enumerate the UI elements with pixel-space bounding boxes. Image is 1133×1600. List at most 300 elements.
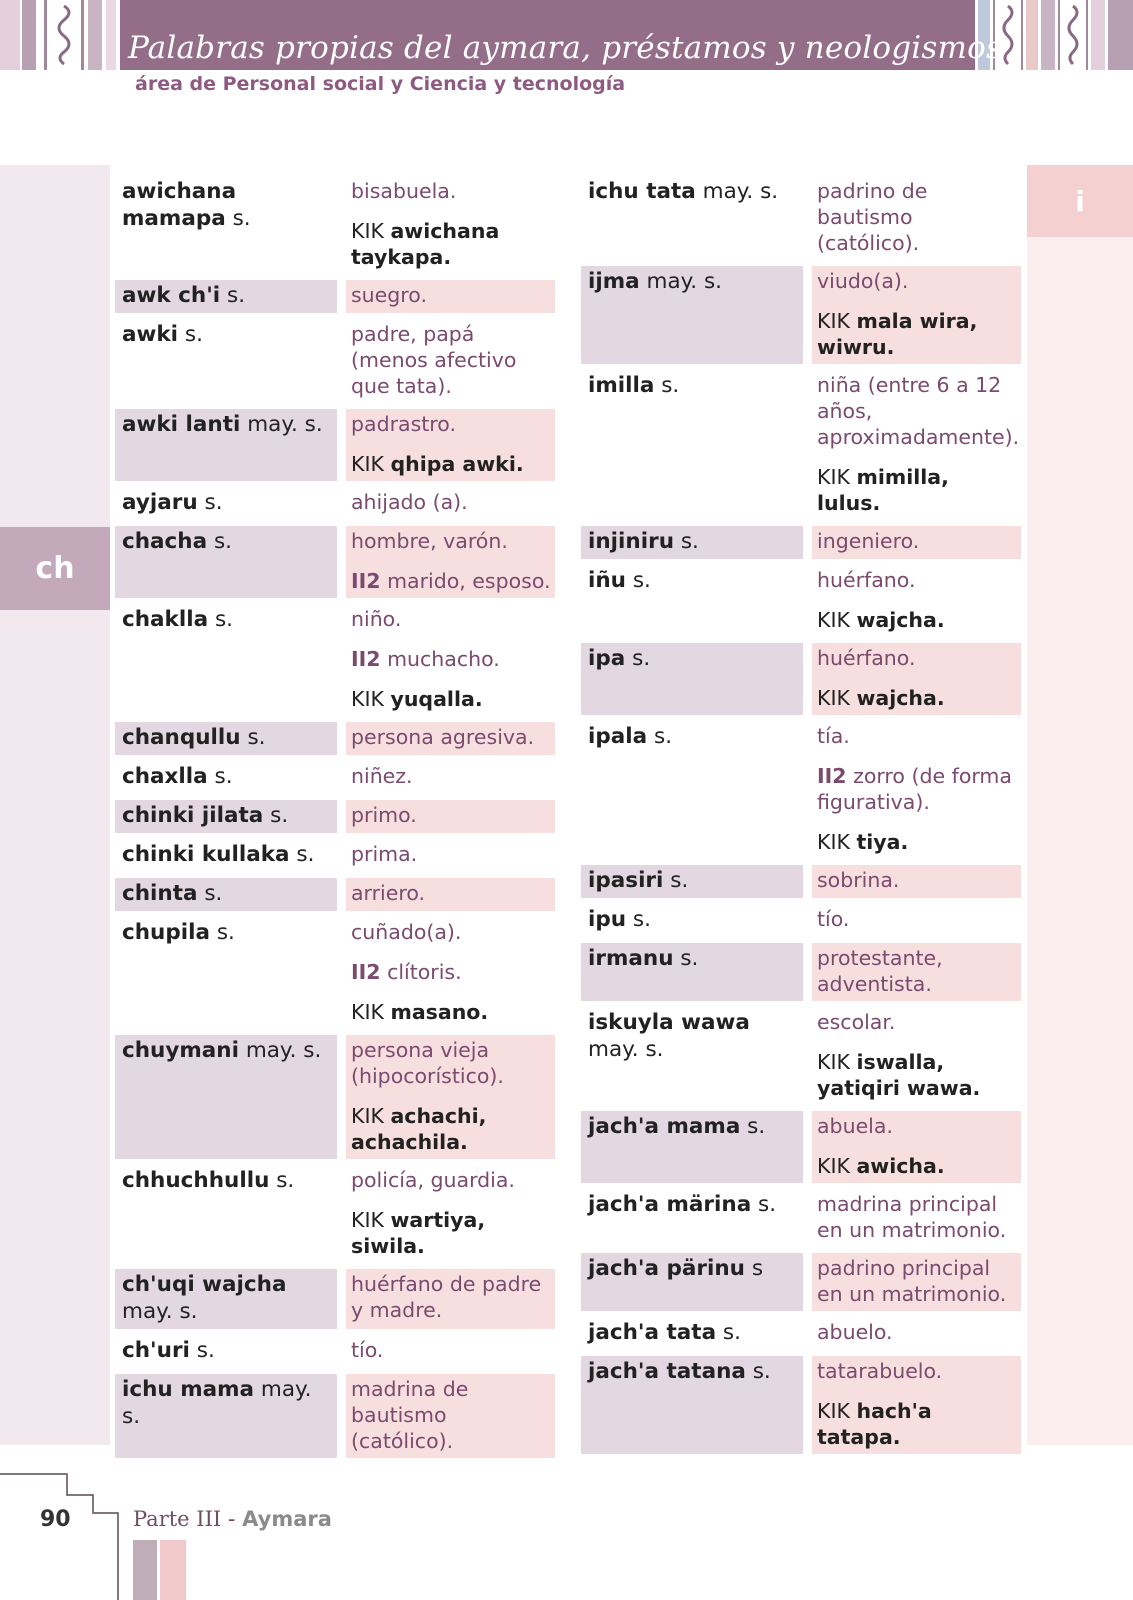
page-subtitle: área de Personal social y Ciencia y tecnología <box>135 73 626 95</box>
definition <box>817 1153 1017 1179</box>
definition <box>817 1191 1017 1243</box>
entry-term <box>581 370 803 520</box>
glossary-entry <box>115 1374 556 1458</box>
entry-term <box>581 865 803 898</box>
part-of-speech: s. <box>680 946 699 971</box>
part-of-speech: s. <box>276 1168 295 1193</box>
definition-text: niñez. <box>351 764 413 788</box>
entry-term <box>115 604 337 716</box>
definition <box>351 959 551 985</box>
entry-definitions <box>346 1165 555 1263</box>
definition <box>351 606 551 632</box>
footer-bar <box>160 1540 186 1600</box>
entry-term <box>115 878 337 911</box>
glossary-entry <box>581 865 1022 898</box>
entry-definitions <box>812 1111 1021 1183</box>
right-margin-band <box>1027 165 1133 1445</box>
definition <box>817 268 1017 294</box>
definition-text: prima. <box>351 842 418 866</box>
section-tab-i: i <box>1027 165 1133 237</box>
glossary-entry <box>115 526 556 598</box>
page-number: 90 <box>40 1507 71 1532</box>
definition <box>351 724 551 750</box>
entry-definitions <box>346 917 555 1029</box>
definition <box>817 1255 1017 1307</box>
part-of-speech: s. <box>670 868 689 893</box>
definition-text: viudo(a). <box>817 269 909 293</box>
entry-term <box>581 1111 803 1183</box>
part-of-speech: may. s. <box>646 269 722 294</box>
definition-text: yuqalla. <box>390 687 483 711</box>
definition <box>351 568 551 594</box>
glossary-entry <box>115 319 556 403</box>
entry-term <box>115 487 337 520</box>
glossary-entry <box>115 1269 556 1329</box>
glossary-entry <box>581 1317 1022 1350</box>
glossary-entry <box>581 370 1022 520</box>
glossary-entry <box>581 266 1022 364</box>
entry-term <box>115 761 337 794</box>
definition-text: tía. <box>817 724 850 748</box>
entry-definitions <box>812 565 1021 637</box>
banner-stripe <box>1108 0 1133 70</box>
definition-text: protestante, adventista. <box>817 946 943 996</box>
definition-text: primo. <box>351 803 417 827</box>
glossary-entry <box>115 604 556 716</box>
part-of-speech: may. s. <box>702 179 779 204</box>
definition <box>351 1167 551 1193</box>
entry-definitions <box>346 526 555 598</box>
part-of-speech: s. <box>758 1192 777 1217</box>
part-of-speech: s. <box>752 1359 771 1384</box>
entry-term <box>581 721 803 859</box>
synonym-label: KIK <box>817 608 850 632</box>
glossary-column-left <box>115 176 556 1464</box>
sense-label: II2 <box>817 764 847 788</box>
synonym-label: KIK <box>817 309 850 333</box>
part-of-speech: s. <box>247 725 266 750</box>
definition <box>817 567 1017 593</box>
definition-text: abuelo. <box>817 1320 893 1344</box>
glossary-entry <box>581 943 1022 1001</box>
glossary-entry <box>115 1035 556 1159</box>
banner-stripe <box>106 0 116 70</box>
definition-text: madrina principal en un matrimonio. <box>817 1192 1007 1242</box>
definition <box>817 464 1017 516</box>
entry-definitions <box>346 1269 555 1329</box>
glossary-entry <box>581 526 1022 559</box>
entry-definitions <box>812 1189 1021 1247</box>
spiral-ornament-icon <box>1058 0 1088 70</box>
definition-text: padre, papá (menos afectivo que tata). <box>351 322 517 398</box>
part-of-speech: s. <box>214 607 233 632</box>
page-title: Palabras propias del aymara, préstamos y neologismos <box>128 30 1003 66</box>
entry-term <box>115 722 337 755</box>
definition-text: escolar. <box>817 1010 896 1034</box>
definition <box>817 867 1017 893</box>
entry-definitions <box>812 526 1021 559</box>
definition <box>351 1207 551 1259</box>
entry-definitions <box>346 604 555 716</box>
entry-term <box>115 1374 337 1458</box>
entry-definitions <box>346 319 555 403</box>
glossary-entry <box>581 176 1022 260</box>
banner-stripe <box>1041 0 1055 70</box>
entry-term <box>115 1035 337 1159</box>
headword: awki <box>122 322 179 347</box>
headword: ayjaru <box>122 490 198 515</box>
definition <box>817 685 1017 711</box>
synonym-label: KIK <box>351 687 384 711</box>
part-of-speech: s. <box>213 529 233 554</box>
entry-definitions <box>346 761 555 794</box>
entry-definitions <box>346 722 555 755</box>
definition-text: cuñado(a). <box>351 920 462 944</box>
headword: ipala <box>588 724 648 749</box>
banner-stripe <box>1026 0 1038 70</box>
glossary-entry <box>581 643 1022 715</box>
definition <box>817 308 1017 360</box>
glossary-entry <box>115 1165 556 1263</box>
footer-label <box>133 1507 332 1531</box>
definition <box>817 1319 1017 1345</box>
definition-text: madrina de bautismo (católico). <box>351 1377 469 1453</box>
entry-definitions <box>812 865 1021 898</box>
footer-bar <box>133 1540 157 1600</box>
definition <box>351 282 551 308</box>
part-of-speech: s. <box>184 322 203 347</box>
definition-text: wajcha. <box>856 686 945 710</box>
definition-text: tío. <box>351 1338 384 1362</box>
synonym-label: KIK <box>351 452 384 476</box>
headword: imilla <box>588 373 655 398</box>
entry-definitions <box>346 280 555 313</box>
synonym-label: KIK <box>817 830 850 854</box>
headword: ipu <box>588 907 627 932</box>
definition-text: tío. <box>817 907 850 931</box>
definition-text: bisabuela. <box>351 179 457 203</box>
definition-text: iswalla, yatiqiri wawa. <box>817 1050 981 1100</box>
entry-term <box>581 565 803 637</box>
part-of-speech: s. <box>232 206 251 231</box>
glossary-entry <box>115 761 556 794</box>
headword: iñu <box>588 568 626 593</box>
entry-definitions <box>346 176 555 274</box>
entry-term <box>115 1165 337 1263</box>
definition-text: ingeniero. <box>817 529 920 553</box>
definition <box>351 880 551 906</box>
entry-term <box>581 1317 803 1350</box>
part-of-speech: may. s. <box>122 1377 312 1429</box>
headword: chaxlla <box>122 764 208 789</box>
entry-definitions <box>346 878 555 911</box>
entry-definitions <box>346 487 555 520</box>
definition <box>351 1376 551 1454</box>
entry-term <box>115 917 337 1029</box>
footer-part: Parte III <box>133 1507 222 1531</box>
headword: awichana mamapa <box>122 179 237 231</box>
definition <box>817 1113 1017 1139</box>
synonym-label: KIK <box>817 1399 850 1423</box>
definition-text: arriero. <box>351 881 426 905</box>
definition <box>351 528 551 554</box>
synonym-label: KIK <box>351 1208 384 1232</box>
definition-text: policía, guardia. <box>351 1168 515 1192</box>
entry-term <box>115 526 337 598</box>
entry-term <box>115 280 337 313</box>
entry-definitions <box>812 1356 1021 1454</box>
entry-definitions <box>812 943 1021 1001</box>
definition <box>351 489 551 515</box>
banner-stripe <box>88 0 102 70</box>
glossary-entry <box>115 280 556 313</box>
glossary-entry <box>581 721 1022 859</box>
definition <box>817 372 1020 450</box>
headword: ichu tata <box>588 179 696 204</box>
headword: awk ch'i <box>122 283 221 308</box>
entry-definitions <box>812 721 1021 859</box>
definition-text: wartiya, siwila. <box>351 1208 486 1258</box>
glossary-entry <box>581 1007 1022 1105</box>
definition <box>351 763 551 789</box>
part-of-speech: may. s. <box>247 412 323 437</box>
headword: chuymani <box>122 1038 239 1063</box>
definition-text: persona vieja (hipocorístico). <box>351 1038 504 1088</box>
glossary-entry <box>115 800 556 833</box>
definition-text: niña (entre 6 a 12 años, aproximadamente). <box>817 373 1020 449</box>
definition-text: awicha. <box>856 1154 945 1178</box>
entry-definitions <box>346 1335 555 1368</box>
synonym-label: KIK <box>817 1050 850 1074</box>
definition <box>817 607 1017 633</box>
entry-definitions <box>812 904 1021 937</box>
glossary-entry <box>581 565 1022 637</box>
definition-text: huérfano de padre y madre. <box>351 1272 542 1322</box>
sense-label: II2 <box>351 647 381 671</box>
definition-text: suegro. <box>351 283 427 307</box>
definition <box>351 1103 551 1155</box>
glossary-column-right <box>581 176 1022 1460</box>
part-of-speech: s. <box>680 529 699 554</box>
definition <box>351 1037 551 1089</box>
definition-text: padrino de bautismo (católico). <box>817 179 928 255</box>
entry-term <box>115 1335 337 1368</box>
part-of-speech: s. <box>214 764 233 789</box>
definition <box>351 411 551 437</box>
headword: chinki kullaka <box>122 842 290 867</box>
definition-text: clítoris. <box>387 960 462 984</box>
definition <box>351 218 551 270</box>
definition <box>817 1009 1017 1035</box>
sense-label: II2 <box>351 960 381 984</box>
entry-term <box>115 409 337 481</box>
glossary-entry <box>581 1189 1022 1247</box>
part-of-speech: s. <box>204 490 223 515</box>
entry-definitions <box>812 1253 1021 1311</box>
headword: awki lanti <box>122 412 241 437</box>
glossary-entry <box>581 1356 1022 1454</box>
synonym-label: KIK <box>817 1154 850 1178</box>
part-of-speech: s. <box>204 881 223 906</box>
entry-definitions <box>346 1035 555 1159</box>
entry-definitions <box>812 266 1021 364</box>
synonym-label: KIK <box>817 465 850 489</box>
definition <box>817 178 1017 256</box>
part-of-speech: s. <box>747 1114 766 1139</box>
entry-term <box>115 800 337 833</box>
definition-text: abuela. <box>817 1114 893 1138</box>
headword: ichu mama <box>122 1377 255 1402</box>
part-of-speech: s. <box>632 646 651 671</box>
definition <box>351 802 551 828</box>
part-of-speech: may. s. <box>588 1037 664 1062</box>
definition <box>351 999 551 1025</box>
definition-text: huérfano. <box>817 568 916 592</box>
entry-term <box>115 839 337 872</box>
headword: chaklla <box>122 607 209 632</box>
header-banner <box>0 0 1133 70</box>
headword: iskuyla wawa <box>588 1010 750 1035</box>
entry-term <box>581 643 803 715</box>
banner-stripe <box>1091 0 1105 70</box>
entry-term <box>115 1269 337 1329</box>
definition <box>817 945 1017 997</box>
definition <box>351 321 551 399</box>
definition-text: achachi, achachila. <box>351 1104 487 1154</box>
definition <box>351 919 551 945</box>
banner-stripe <box>0 0 20 70</box>
definition <box>817 829 1017 855</box>
entry-term <box>581 1189 803 1247</box>
entry-term <box>581 1007 803 1105</box>
part-of-speech: s. <box>632 568 651 593</box>
glossary-entry <box>581 1111 1022 1183</box>
headword: injiniru <box>588 529 674 554</box>
definition <box>817 1398 1017 1450</box>
definition-text: hach'a tatapa. <box>817 1399 932 1449</box>
entry-term <box>581 943 803 1001</box>
glossary-entry <box>115 722 556 755</box>
sense-label: II2 <box>351 569 381 593</box>
glossary-entry <box>115 1335 556 1368</box>
headword: jach'a tata <box>588 1320 717 1345</box>
glossary-entry <box>115 878 556 911</box>
definition-text: persona agresiva. <box>351 725 535 749</box>
headword: ipa <box>588 646 626 671</box>
headword: irmanu <box>588 946 674 971</box>
headword: chupila <box>122 920 210 945</box>
definition-text: tatarabuelo. <box>817 1359 943 1383</box>
definition-text: awichana taykapa. <box>351 219 500 269</box>
footer-separator: - <box>221 1507 243 1531</box>
entry-term <box>581 266 803 364</box>
definition-text: hombre, varón. <box>351 529 508 553</box>
definition-text: huérfano. <box>817 646 916 670</box>
definition <box>351 451 551 477</box>
headword: jach'a pärinu <box>588 1256 745 1281</box>
part-of-speech: s. <box>654 724 673 749</box>
left-margin-band <box>0 165 110 1445</box>
definition <box>351 841 551 867</box>
entry-definitions <box>346 1374 555 1458</box>
definition <box>351 178 551 204</box>
entry-term <box>581 1253 803 1311</box>
part-of-speech: s <box>751 1256 764 1281</box>
definition-text: zorro (de forma figurativa). <box>817 764 1012 814</box>
headword: chinki jilata <box>122 803 264 828</box>
glossary-entry <box>115 487 556 520</box>
headword: chanqullu <box>122 725 241 750</box>
part-of-speech: s. <box>722 1320 741 1345</box>
headword: jach'a mama <box>588 1114 741 1139</box>
definition <box>351 686 551 712</box>
definition-text: niño. <box>351 607 402 631</box>
entry-term <box>581 904 803 937</box>
synonym-label: KIK <box>351 1104 384 1128</box>
banner-stripe <box>22 0 36 70</box>
definition-text: ahijado (a). <box>351 490 468 514</box>
headword: jach'a tatana <box>588 1359 746 1384</box>
part-of-speech: may. s. <box>245 1038 322 1063</box>
definition-text: padrino principal en un matrimonio. <box>817 1256 1007 1306</box>
part-of-speech: s. <box>216 920 235 945</box>
glossary-entry <box>115 917 556 1029</box>
entry-term <box>115 176 337 274</box>
entry-definitions <box>346 839 555 872</box>
entry-term <box>581 176 803 260</box>
part-of-speech: s. <box>196 1338 215 1363</box>
part-of-speech: s. <box>661 373 680 398</box>
definition <box>351 1271 551 1323</box>
entry-definitions <box>812 1317 1021 1350</box>
definition <box>817 906 1017 932</box>
glossary-entry <box>115 409 556 481</box>
part-of-speech: s. <box>632 907 651 932</box>
entry-term <box>581 526 803 559</box>
spiral-ornament-icon <box>44 0 84 70</box>
definition-text: sobrina. <box>817 868 900 892</box>
entry-definitions <box>812 176 1021 260</box>
headword: ipasiri <box>588 868 664 893</box>
definition <box>817 1358 1017 1384</box>
definition <box>351 1337 551 1363</box>
part-of-speech: s. <box>270 803 289 828</box>
entry-definitions <box>812 643 1021 715</box>
headword: chinta <box>122 881 198 906</box>
entry-definitions <box>812 370 1021 520</box>
definition-text: marido, esposo. <box>387 569 551 593</box>
definition-text: masano. <box>390 1000 489 1024</box>
definition-text: mimilla, lulus. <box>817 465 949 515</box>
headword: chacha <box>122 529 208 554</box>
glossary-entry <box>581 1253 1022 1311</box>
headword: ch'uri <box>122 1338 190 1363</box>
definition <box>351 646 551 672</box>
definition <box>817 528 1017 554</box>
headword: jach'a märina <box>588 1192 752 1217</box>
synonym-label: KIK <box>351 219 384 243</box>
glossary-entry <box>115 176 556 274</box>
entry-definitions <box>346 800 555 833</box>
synonym-label: KIK <box>351 1000 384 1024</box>
part-of-speech: s. <box>227 283 246 308</box>
definition-text: wajcha. <box>856 608 945 632</box>
part-of-speech: may. s. <box>122 1299 198 1324</box>
entry-term <box>115 319 337 403</box>
section-tab-ch: ch <box>0 527 110 610</box>
footer-language: Aymara <box>242 1507 332 1531</box>
definition-text: tiya. <box>856 830 909 854</box>
